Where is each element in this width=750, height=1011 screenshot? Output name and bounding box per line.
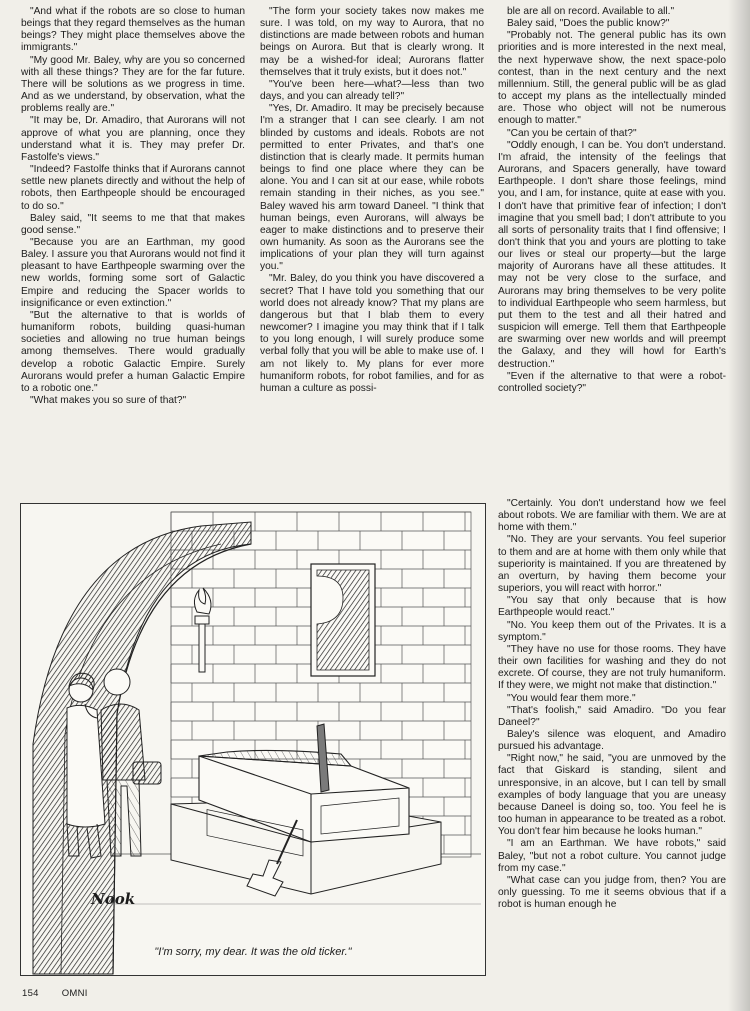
paragraph: "And what if the robots are so close to human beings that they regard themselves as the human beings? They might place themselves above the immigrants." (21, 6, 245, 54)
paragraph: Baley said, "It seems to me that that makes good sense." (21, 212, 245, 236)
binding-shadow (728, 0, 750, 1011)
paragraph: "Mr. Baley, do you think you have discovered a secret? That I have told you something that our world does not already know? That my plans are dangerous but that I blab them to every newcomer? I imagine you may think that if I talk to you long enough, I will surely produce some verbal folly that you will be able to make use of. I am not likely to. My plans for ever more humaniform robots, for robot families, and for as human a culture as possi- (260, 273, 484, 394)
paragraph: "Certainly. You don't understand how we feel about robots. We are familiar with them. We are at home with them." (498, 498, 726, 534)
page-footer (22, 988, 108, 999)
paragraph: "Can you be certain of that?" (507, 127, 637, 139)
text-column-2 (260, 6, 484, 492)
paragraph: "It may be, Dr. Amadiro, that Aurorans will not approve of what you are planning, once they understand what it is. They may prefer Dr. Fastolfe's views." (21, 115, 245, 163)
paragraph: "No. You keep them out of the Privates. It is a symptom." (498, 619, 726, 643)
paragraph: Baley said, "Does the public know?" (507, 18, 670, 30)
paragraph: "Because you are an Earthman, my good Baley. I assure you that Aurorans would not find it pleasant to have Earthpeople swarming over the new worlds, forming some sort of Galactic Empire and reducing the Spacer worlds to insignificance or even extinction." (21, 236, 245, 309)
cartoonist-signature: Nook (91, 890, 136, 908)
paragraph: "The form your society takes now makes me sure. I was told, on my way to Aurora, that no distinctions are made between robots and human beings on Aurora. But that is clearly wrong. It may be a wished-for ideal; Aurorans flatter themselves that it truly exists, but it does not." (260, 6, 484, 78)
paragraph: "My good Mr. Baley, why are you so concerned with all these things? They are for the far future. There will be solutions as we progress in time. And as we understand, by observation, what the problems really are." (21, 54, 245, 115)
paragraph: "That's foolish," said Amadiro. "Do you fear Daneel?" (498, 704, 726, 728)
paragraph: "Indeed? Fastolfe thinks that if Aurorans cannot settle new planets directly and without the help of robots, then Earthpeople should be encouraged to do so." (21, 164, 245, 212)
cartoon-illustration (20, 503, 486, 976)
paragraph: "You've been here—what?—less than two days, and you can already tell?" (260, 78, 484, 103)
paragraph: "I am an Earthman. We have robots," said Baley, "but not a robot culture. You cannot judge from my case." (498, 838, 726, 874)
page-number: 154 (22, 988, 39, 999)
paragraph: "Even if the alternative to that were a robot-controlled society?" (498, 370, 726, 394)
magazine-name: OMNI (61, 988, 88, 999)
paragraph: "Oddly enough, I can be. You don't understand. I'm afraid, the intensity of the feelings that Aurorans, and Spacers generally, have toward Earthpeople. I don't share those feelings, mind you, and I am, for instance, quite at ease with you. I don't have that primitive fear of infection; I don't imagine that you smell bad; I don't attribute to you all sorts of personality traits that I find offensive; I don't think that you and yours are plotting to take our lives or steal our property—but the large majority of Aurorans have all these attitudes. It may not be very close to the surface, and Aurorans may bring themselves to be very polite to individual Earthpeople who seem harmless, but put them to the test and all their hatred and suspicion will emerge. Tell them that Earthpeople are swarming over new worlds and will preempt the Galaxy, and they will howl for Earth's destruction." (498, 139, 726, 370)
paragraph: "What case can you judge from, then? You are only guessing. To me it seems obvious that if a robot is human enough he (498, 874, 726, 911)
paragraph: "But the alternative to that is worlds of humaniform robots, building quasi-human societies and allowing no true human beings among themselves. There would gradually develop a robotic Galactic Empire. Surely Aurorans would prefer a human Galactic Empire to a robotic one." (21, 309, 245, 394)
paragraph: Baley's silence was eloquent, and Amadiro pursued his advantage. (498, 728, 726, 753)
paragraph: "What makes you so sure of that?" (30, 395, 187, 406)
text-column-1 (21, 6, 245, 492)
paragraph: "You say that only because that is how Earthpeople would react." (498, 595, 726, 619)
paragraph: "No. They are your servants. You feel superior to them and are at home with them only while that superiority is maintained. If you are threatened by an overturn, by having them become your superiors, you will react with horror." (498, 534, 726, 595)
wall-window (311, 564, 375, 676)
paragraph: ble are all on record. Available to all." (507, 6, 675, 17)
text-column-3-top (498, 6, 726, 498)
paragraph: "They have no use for those rooms. They have their own facilities for washing and they do not excrete. Of course, they are not truly humaniform. If they were, we might not make that distinction." (498, 643, 726, 692)
text-column-3-bottom (498, 498, 726, 980)
paragraph: "Right now," he said, "you are unmoved by the fact that Giskard is standing, silent and unresponsive, in an alcove, but I can tell by small examples of body language that you are uneasy because Daneel is doing so, too. You feel he is too human in appearance to be treated as a robot. You don't fear him because he looks human." (498, 753, 726, 838)
paragraph: "Probably not. The general public has its own priorities and is more interested in the next meal, the next hyperwave show, the next space-polo contest, than in the next century and the next millennium. Still, the general public will be as glad to accept my plans as the intellectually minded are. Those who object will not be numerous enough to matter." (498, 30, 726, 127)
paragraph: "Yes, Dr. Amadiro. It may be precisely because I'm a stranger that I can see clearly. I am not blinded by customs and ideals. Robots are not permitted to enter Privates, and that's one distinction that is clearly made. It permits human beings to find one place where they can be alone. You and I can sit at our ease, while robots remain standing in their niches, as you see." Baley waved his arm toward Daneel. "I think that human beings, even Aurorans, will always be eager to make distinctions and to preserve their own humanity. As soon as the Aurorans see the implications of your plan they will turn against you." (260, 103, 484, 273)
paragraph: "You would fear them more." (507, 692, 636, 704)
cartoon-caption: "I'm sorry, my dear. It was the old ticker." (154, 946, 352, 958)
